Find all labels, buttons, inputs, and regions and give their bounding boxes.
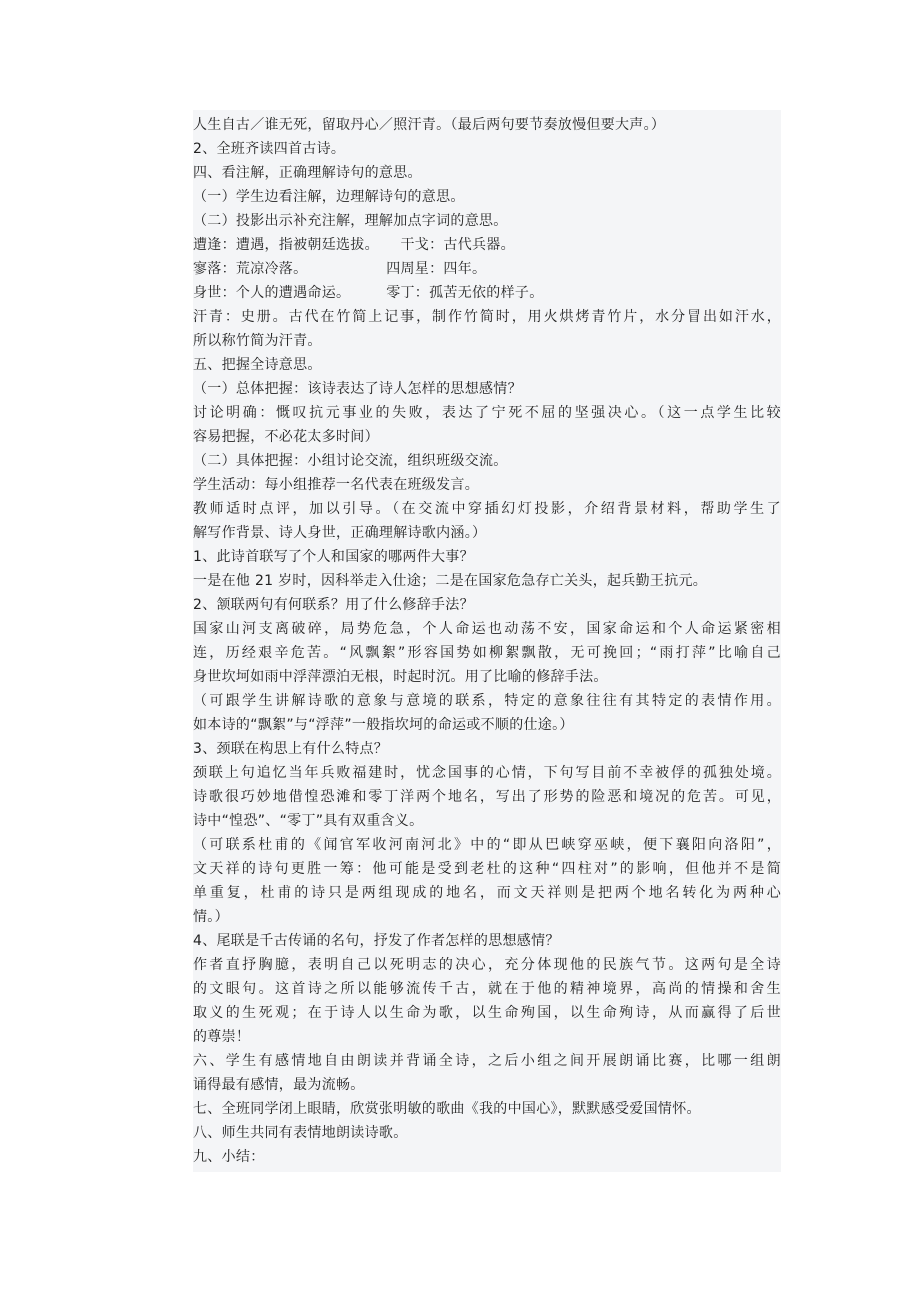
text-line: （二）投影出示补充注解，理解加点字词的意思。 <box>193 213 508 229</box>
text-line: 取义的生死观；在于诗人以生命为歌，以生命殉国，以生命殉诗，从而赢得了后世 <box>193 1005 781 1021</box>
text-line: 人生自古／谁无死，留取丹心／照汗青。（最后两句要节奏放慢但要大声。） <box>193 117 666 133</box>
text-line: 遭逢：遭遇，指被朝廷选拔。 干戈：古代兵器。 <box>193 237 515 253</box>
text-line: 教师适时点评，加以引导。（在交流中穿插幻灯投影，介绍背景材料，帮助学生了 <box>193 501 781 517</box>
document-text <box>193 113 781 1169</box>
text-line: 容易把握，不必花太多时间） <box>193 429 379 445</box>
text-line: 学生活动：每小组推荐一名代表在班级发言。 <box>193 477 479 493</box>
text-line: 如本诗的“飘絮”与“浮萍”一般指坎坷的命运或不顺的仕途。） <box>193 717 574 733</box>
text-line: 六、学生有感情地自由朗读并背诵全诗，之后小组之间开展朗诵比赛，比哪一组朗 <box>193 1053 781 1069</box>
text-line: 九、小结： <box>193 1149 265 1165</box>
text-line: 颈联上句追忆当年兵败福建时，忧念国事的心情，下句写目前不幸被俘的孤独处境。 <box>193 765 781 781</box>
text-line: 解写作背景、诗人身世，正确理解诗歌内涵。） <box>193 525 487 541</box>
text-line: 身世：个人的遭遇命运。 零丁：孤苦无依的样子。 <box>193 285 544 301</box>
text-line: 诗歌很巧妙地借惶恐滩和零丁洋两个地名，写出了形势的险恶和境况的危苦。可见， <box>193 789 781 805</box>
text-line: 所以称竹简为汗青。 <box>193 333 322 349</box>
text-line: 汗青：史册。古代在竹简上记事，制作竹简时，用火烘烤青竹片，水分冒出如汗水， <box>193 309 781 325</box>
text-line: 八、师生共同有表情地朗读诗歌。 <box>193 1125 408 1141</box>
text-line: 4、尾联是千古传诵的名句，抒发了作者怎样的思想感情？ <box>193 933 560 949</box>
text-line: 2、颔联两句有何联系？用了什么修辞手法？ <box>193 597 474 613</box>
text-line: 作者直抒胸臆，表明自己以死明志的决心，充分体现他的民族气节。这两句是全诗 <box>193 957 781 973</box>
text-line: 寥落：荒凉冷落。 四周星：四年。 <box>193 261 487 277</box>
text-line: 身世坎坷如雨中浮萍漂泊无根，时起时沉。用了比喻的修辞手法。 <box>193 669 608 685</box>
text-line: 四、看注解，正确理解诗句的意思。 <box>193 165 422 181</box>
text-line: （可跟学生讲解诗歌的意象与意境的联系，特定的意象往往有其特定的表情作用。 <box>193 693 781 709</box>
text-line: 情。） <box>193 909 229 925</box>
text-line: （二）具体把握：小组讨论交流，组织班级交流。 <box>193 453 508 469</box>
text-line: 2、全班齐读四首古诗。 <box>193 141 346 157</box>
text-line: 一是在他 21 岁时，因科举走入仕途；二是在国家危急存亡关头，起兵勤王抗元。 <box>193 573 708 589</box>
text-line: 单重复，杜甫的诗只是两组现成的地名，而文天祥则是把两个地名转化为两种心 <box>193 885 781 901</box>
text-line: 诵得最有感情，最为流畅。 <box>193 1077 365 1093</box>
text-line: 1、此诗首联写了个人和国家的哪两件大事？ <box>193 549 474 565</box>
text-line: （一）学生边看注解，边理解诗句的意思。 <box>193 189 465 205</box>
text-line: 诗中“惶恐”、“零丁”具有双重含义。 <box>193 813 424 829</box>
text-line: 五、把握全诗意思。 <box>193 357 322 373</box>
text-line: 连，历经艰辛危苦。“风飘絮”形容国势如柳絮飘散，无可挽回；“雨打萍”比喻自己 <box>193 645 781 661</box>
text-line: （一）总体把握：该诗表达了诗人怎样的思想感情？ <box>193 381 522 397</box>
text-line: 文天祥的诗句更胜一筹：他可能是受到老杜的这种“四柱对”的影响，但他并不是简 <box>193 861 781 877</box>
text-line: 讨论明确：慨叹抗元事业的失败，表达了宁死不屈的坚强决心。（这一点学生比较 <box>193 405 781 421</box>
text-line: 的文眼句。这首诗之所以能够流传千古，就在于他的精神境界，高尚的情操和舍生 <box>193 981 781 997</box>
text-line: 的尊崇！ <box>193 1029 251 1045</box>
text-line: 3、颈联在构思上有什么特点？ <box>193 741 389 757</box>
text-line: （可联系杜甫的《闻官军收河南河北》中的“即从巴峡穿巫峡，便下襄阳向洛阳”， <box>193 837 781 853</box>
text-line: 国家山河支离破碎，局势危急，个人命运也动荡不安，国家命运和个人命运紧密相 <box>193 621 781 637</box>
document-page <box>193 110 781 1172</box>
text-line: 七、全班同学闭上眼睛，欣赏张明敏的歌曲《我的中国心》，默默感受爱国情怀。 <box>193 1101 701 1117</box>
